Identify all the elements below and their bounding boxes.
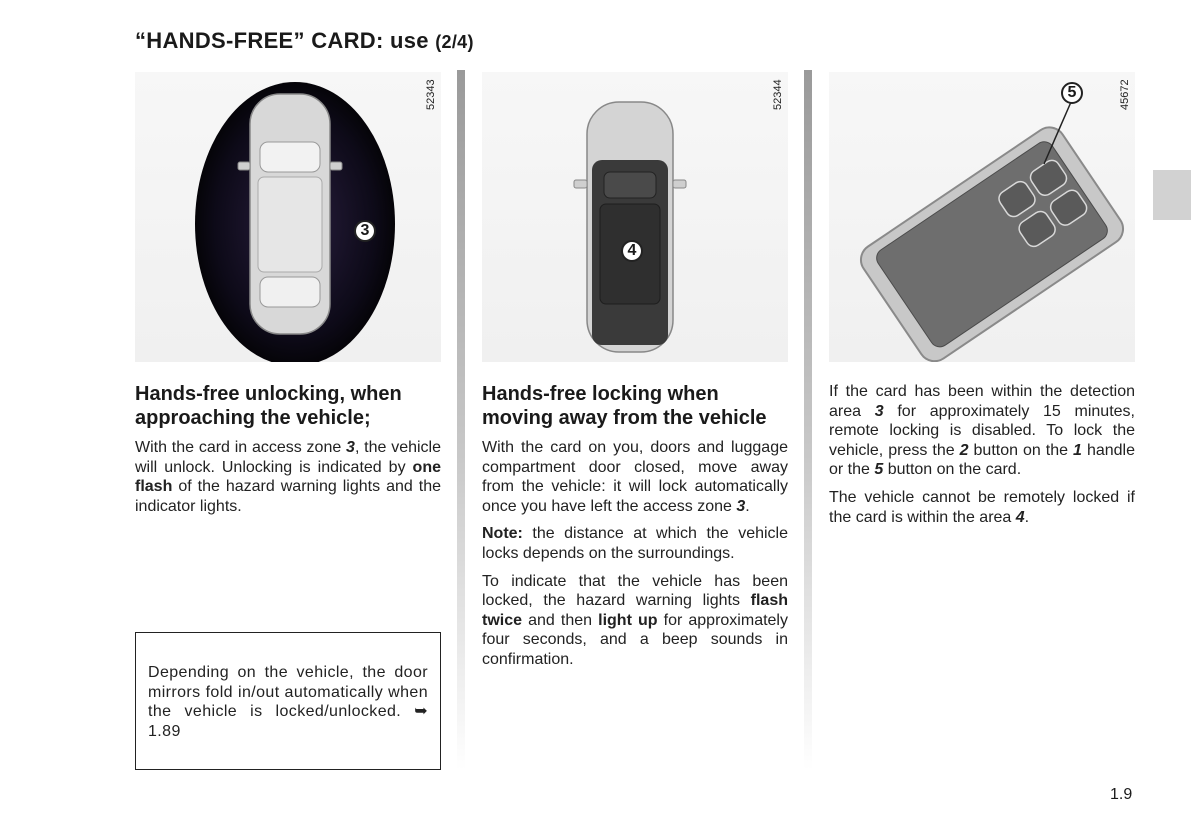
callout-label: 4 [621, 240, 643, 262]
section-heading: Hands-free locking when moving away from the vehicle [482, 383, 767, 429]
locked-car-illustration [482, 72, 788, 362]
column-divider [804, 70, 812, 770]
body-paragraph: If the card has been within the detection area 3 for approximately 15 minutes, remote locking is disabled. To lock the vehicle, press the 2 button on the 1 handle or the 5 button on the card. [829, 383, 1135, 479]
column-card-info [829, 382, 1135, 535]
note-box [135, 632, 441, 770]
figure-reference-number: 52344 [772, 79, 784, 110]
figure-reference-number: 45672 [1119, 79, 1131, 110]
column-locking [482, 382, 788, 678]
column-divider [457, 70, 465, 770]
body-paragraph: With the card on you, doors and luggage compartment door closed, move away from the vehicle: it will lock automatically once you have left the access zone 3. [482, 439, 788, 515]
figure-card [829, 72, 1135, 362]
note-paragraph: Note: the distance at which the vehicle locks depends on the surroundings. [482, 525, 788, 562]
column-unlocking [135, 382, 441, 524]
keycard-body [855, 121, 1129, 362]
callout-label: 3 [354, 220, 376, 242]
figure-unlocking-zone [135, 72, 441, 362]
section-tab-marker [1153, 170, 1191, 220]
car-top-view [574, 102, 686, 352]
body-paragraph: With the card in access zone 3, the vehicle will unlock. Unlocking is indicated by one flash of the hazard warning lights and the indicator lights. [135, 439, 441, 515]
figure-reference-number: 52343 [425, 79, 437, 110]
body-paragraph: The vehicle cannot be remotely locked if the card is within the area 4. [829, 488, 1135, 526]
page-title: “HANDS-FREE” CARD: use (2/4) [135, 28, 474, 53]
car-in-zone-illustration [135, 72, 441, 362]
note-text: Depending on the vehicle, the door mirrors fold in/out automatically when the vehicle is locked/unlocked. ➥ 1.89 [148, 664, 428, 740]
body-paragraph: To indicate that the vehicle has been locked, the hazard warning lights flash twice and then light up for approximately four seconds, and a beep sounds in confirmation. [482, 572, 788, 668]
arrow-icon: ➥ [414, 703, 428, 721]
page-number: 1.9 [1110, 786, 1133, 803]
keycard-illustration [829, 72, 1135, 362]
figure-locking [482, 72, 788, 362]
section-heading: Hands-free unlocking, when approaching the vehicle; [135, 383, 402, 429]
car-top-view [238, 94, 342, 334]
callout-label: 5 [1061, 82, 1083, 104]
